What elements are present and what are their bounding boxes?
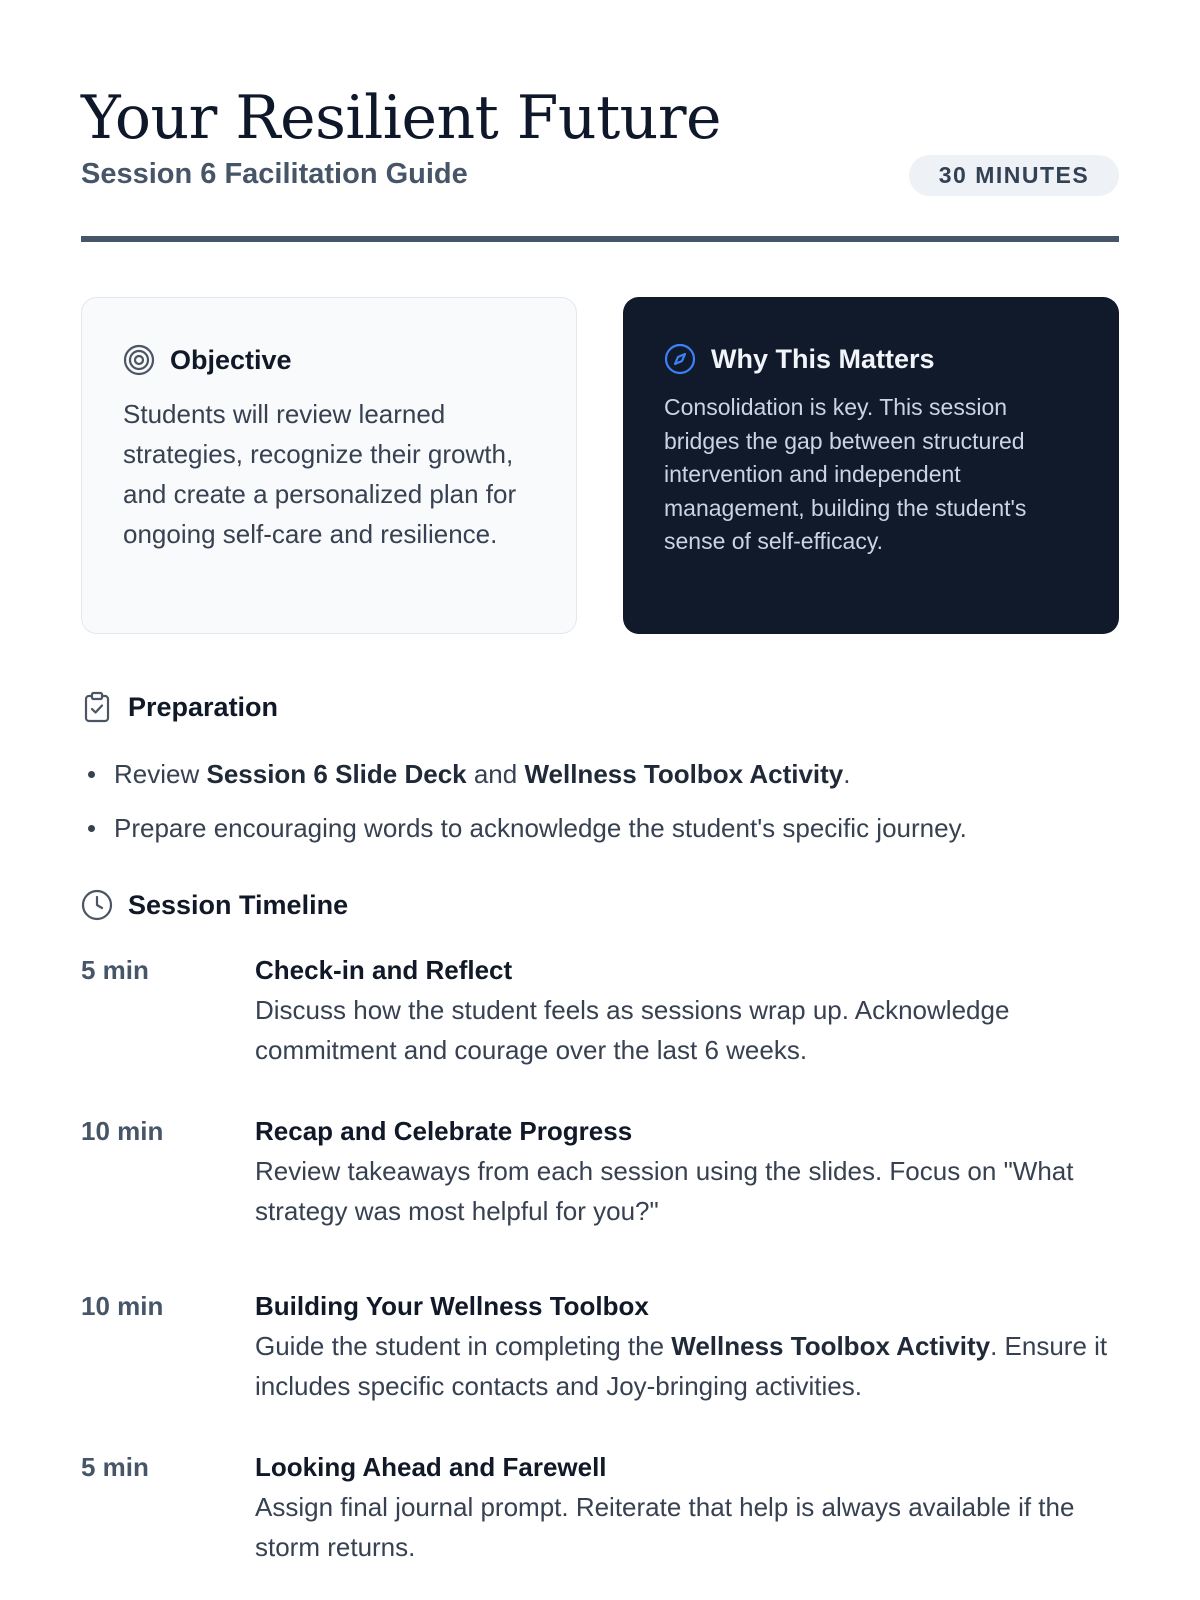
list-item — [81, 756, 1119, 792]
target-icon — [123, 344, 155, 376]
timeline-body — [255, 1449, 1119, 1567]
timeline-header — [81, 887, 1119, 923]
clock-icon — [81, 889, 113, 921]
timeline-step-desc: Assign final journal prompt. Reiterate that help is always available if the storm returns. — [255, 1492, 1075, 1562]
preparation-header — [81, 689, 1119, 725]
preparation-title: Preparation — [128, 691, 279, 722]
timeline-row — [81, 1113, 1119, 1288]
preparation-section — [81, 689, 1119, 846]
timeline-desc-text: . Ensure it includes specific contacts and Joy-bringing activities. — [255, 1331, 1108, 1401]
list-item-text: Review — [114, 759, 207, 789]
toolbox-activity-reference: Wellness Toolbox Activity — [671, 1331, 991, 1361]
page-header — [81, 0, 1119, 243]
timeline-step-title: Check-in and Reflect — [255, 955, 513, 985]
timeline-title: Session Timeline — [128, 889, 349, 920]
timeline-row — [81, 1449, 1119, 1567]
timeline-step-title: Looking Ahead and Farewell — [255, 1452, 607, 1482]
timeline-duration: 10 min — [81, 1291, 164, 1321]
why-matters-card-header — [664, 341, 1078, 377]
timeline-body — [255, 1288, 1119, 1449]
info-cards — [81, 297, 1119, 634]
timeline-row — [81, 1288, 1119, 1449]
timeline-step-title: Recap and Celebrate Progress — [255, 1116, 633, 1146]
page-title: Your Resilient Future — [81, 83, 722, 153]
timeline-step-desc: Review takeaways from each session using the slides. Focus on "What strategy was most helpful for you?" — [255, 1156, 1074, 1226]
why-matters-card — [623, 297, 1119, 634]
list-item-text: . — [843, 759, 851, 789]
timeline-body — [255, 1113, 1119, 1288]
objective-card-header — [123, 342, 535, 378]
objective-title: Objective — [170, 344, 292, 375]
timeline-desc-text: Guide the student in completing the — [255, 1331, 672, 1361]
timeline-list — [81, 952, 1119, 1567]
clipboard-check-icon — [81, 691, 113, 723]
session-timeline-section — [81, 887, 1119, 1567]
timeline-step-title: Building Your Wellness Toolbox — [255, 1291, 649, 1321]
timeline-duration: 10 min — [81, 1116, 164, 1146]
compass-icon — [664, 343, 696, 375]
preparation-list — [81, 756, 1119, 846]
why-matters-text: Consolidation is key. This session bridges the gap between structured intervention and independent management, building the student's sense of self-efficacy. — [664, 394, 1027, 554]
list-item: Prepare encouraging words to acknowledge the student's specific journey. — [81, 810, 1119, 846]
list-item-text: and — [466, 759, 525, 789]
timeline-duration: 5 min — [81, 1452, 149, 1482]
page-subtitle: Session 6 Facilitation Guide — [81, 158, 468, 190]
slide-deck-reference: Session 6 Slide Deck — [206, 759, 467, 789]
timeline-step-desc: Discuss how the student feels as sessions wrap up. Acknowledge commitment and courage over the last 6 weeks. — [255, 995, 1010, 1065]
why-matters-title: Why This Matters — [711, 343, 935, 374]
objective-text: Students will review learned strategies, recognize their growth, and create a personalized plan for ongoing self-care and resilience. — [123, 399, 517, 549]
objective-card — [81, 297, 577, 634]
header-divider — [81, 236, 1119, 242]
timeline-duration: 5 min — [81, 955, 149, 985]
timeline-body — [255, 952, 1119, 1113]
timeline-row — [81, 952, 1119, 1113]
toolbox-activity-reference: Wellness Toolbox Activity — [524, 759, 844, 789]
duration-badge: 30 MINUTES — [909, 155, 1119, 196]
timeline-step-desc — [255, 1326, 1119, 1406]
